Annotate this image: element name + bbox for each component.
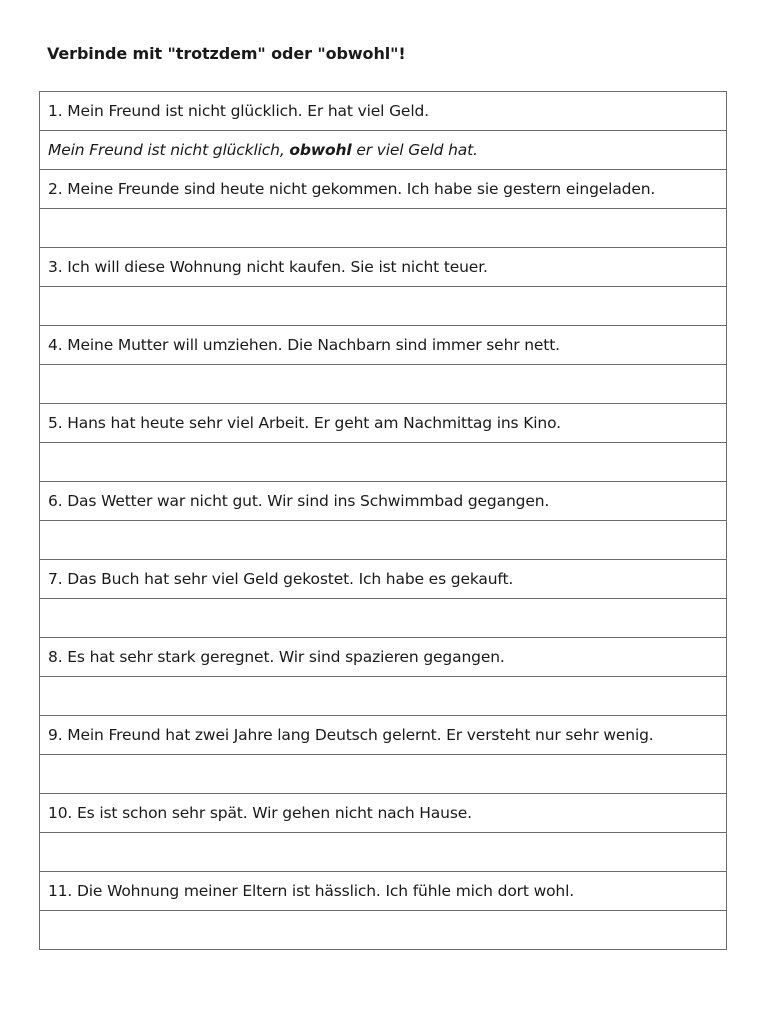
example-task-row bbox=[40, 92, 726, 131]
task-row bbox=[40, 560, 726, 599]
task-row bbox=[40, 716, 726, 755]
task-text: 4. Meine Mutter will umziehen. Die Nachbarn sind immer sehr nett. bbox=[48, 336, 560, 354]
answer-row[interactable] bbox=[40, 599, 726, 638]
answer-row[interactable] bbox=[40, 755, 726, 794]
answer-row[interactable] bbox=[40, 677, 726, 716]
example-answer-before: Mein Freund ist nicht glücklich, bbox=[48, 141, 290, 159]
task-text: 9. Mein Freund hat zwei Jahre lang Deutsch gelernt. Er versteht nur sehr wenig. bbox=[48, 726, 654, 744]
exercise-table bbox=[39, 91, 727, 950]
example-task-text: 1. Mein Freund ist nicht glücklich. Er hat viel Geld. bbox=[48, 102, 429, 120]
task-text: 6. Das Wetter war nicht gut. Wir sind ins Schwimmbad gegangen. bbox=[48, 492, 550, 510]
answer-row[interactable] bbox=[40, 365, 726, 404]
task-text: 7. Das Buch hat sehr viel Geld gekostet. Ich habe es gekauft. bbox=[48, 570, 514, 588]
task-row bbox=[40, 404, 726, 443]
task-row bbox=[40, 170, 726, 209]
answer-row[interactable] bbox=[40, 209, 726, 248]
answer-row[interactable] bbox=[40, 833, 726, 872]
task-text: 2. Meine Freunde sind heute nicht gekommen. Ich habe sie gestern eingeladen. bbox=[48, 180, 656, 198]
task-text: 5. Hans hat heute sehr viel Arbeit. Er geht am Nachmittag ins Kino. bbox=[48, 414, 561, 432]
task-text: 11. Die Wohnung meiner Eltern ist hässlich. Ich fühle mich dort wohl. bbox=[48, 882, 575, 900]
task-row bbox=[40, 794, 726, 833]
example-answer-text bbox=[48, 131, 478, 169]
answer-row[interactable] bbox=[40, 443, 726, 482]
task-row bbox=[40, 248, 726, 287]
answer-row[interactable] bbox=[40, 521, 726, 560]
worksheet-title: Verbinde mit "trotzdem" oder "obwohl"! bbox=[47, 44, 406, 63]
task-row bbox=[40, 326, 726, 365]
answer-row[interactable] bbox=[40, 911, 726, 950]
task-row bbox=[40, 482, 726, 521]
example-answer-after: er viel Geld hat. bbox=[351, 141, 478, 159]
task-text: 3. Ich will diese Wohnung nicht kaufen. Sie ist nicht teuer. bbox=[48, 258, 488, 276]
example-answer-row bbox=[40, 131, 726, 170]
task-text: 10. Es ist schon sehr spät. Wir gehen nicht nach Hause. bbox=[48, 804, 472, 822]
task-text: 8. Es hat sehr stark geregnet. Wir sind spazieren gegangen. bbox=[48, 648, 505, 666]
answer-row[interactable] bbox=[40, 287, 726, 326]
task-row bbox=[40, 638, 726, 677]
task-row bbox=[40, 872, 726, 911]
example-answer-keyword: obwohl bbox=[289, 141, 352, 159]
